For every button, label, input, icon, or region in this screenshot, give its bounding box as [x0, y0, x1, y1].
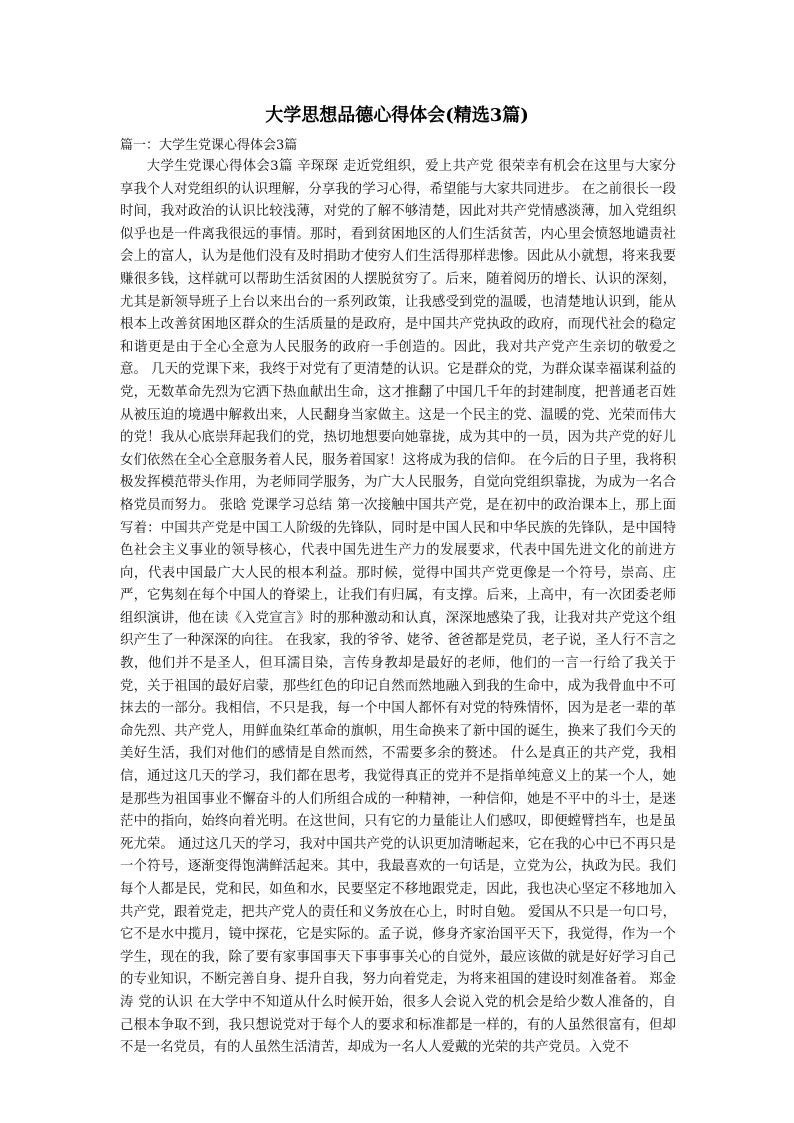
section-heading: 篇一：大学生党课心得体会3篇 [120, 138, 298, 153]
document-title: 大学思想品德心得体会(精选3篇) [265, 105, 529, 126]
body-paragraph: 大学生党课心得体会3篇 辛琛琛 走近党组织，爱上共产党 很荣幸有机会在这里与大家分享我个人对党组织的认识理解，分享我的学习心得，希望能与大家共同进步。 在之前很长一段时间，我对政治的认识比较浅薄，对党的了解不够清楚，因此对共产党情感淡薄，加入党组织似乎也是一件离我很远的事情。那时，看到贫困地区的人们生活贫苦，内心里会愤怒地谴责社会上的富人，认为是他们没有及时捐助才使穷人们生活得那样悲惨。因此从小就想，将来我要赚很多钱，这样就可以帮助生活贫困的人摆脱贫穷了。后来，随着阅历的增长、认识的深刻，尤其是新领导班子上台以来出台的一系列政策，让我感受到党的温暖，也清楚地认识到，能从根本上改善贫困地区群众的生活质量的是政府，是中国共产党执政的政府，而现代社会的稳定和谐更是由于全心全意为人民服务的政府一手创造的。因此，我对共产党产生亲切的敬爱之意。 几天的党课下来，我终于对党有了更清楚的认识。它是群众的党，为群众谋幸福谋利益的党，无数革命先烈为它洒下热血献出生命，这才推翻了中国几千年的封建制度，把普通老百姓从被压迫的境遇中解救出来，人民翻身当家做主。这是一个民主的党、温暖的党、光荣而伟大的党！我从心底崇拜起我们的党，热切地想要向她靠拢，成为其中的一员，因为共产党的好儿女们依然在全心全意服务着人民，服务着国家！这将成为我的信仰。 在今后的日子里，我将积极发挥模范带头作用，为老师同学服务，为广大人民服务，自觉向党组织靠拢，为成为一名合格党员而努力。 张晗 党课学习总结 第一次接触中国共产党，是在初中的政治课本上，那上面写着：中国共产党是中国工人阶级的先锋队，同时是中国人民和中华民族的先锋队，是中国特色社会主义事业的领导核心，代表中国先进生产力的发展要求，代表中国先进文化的前进方向，代表中国最广大人民的根本利益。那时候，觉得中国共产党更像是一个符号，崇高、庄严，它隽刻在每个中国人的脊梁上，让我们有归属，有支撑。后来，上高中，有一次团委老师组织演讲，他在读《入党宣言》时的那种激动和认真，深深地感染了我，让我对共产党这个组织产生了一种深深的向往。 在我家，我的爷爷、姥爷、爸爸都是党员，老子说，圣人行不言之教，他们并不是圣人，但耳濡目染，言传身教却是最好的老师，他们的一言一行给了我关于党，关于祖国的最好启蒙，那些红色的印记自然而然地融入到我的生命中，成为我骨血中不可抹去的一部分。我相信，不只是我，每一个中国人都怀有对党的特殊情怀，因为是老一辈的革命先烈、共产党人，用鲜血染红革命的旗帜，用生命换来了新中国的诞生，换来了我们今天的美好生活，我们对他们的感情是自然而然，不需要多余的赘述。 什么是真正的共产党，我相信，通过这几天的学习，我们都在思考，我觉得真正的党并不是指单纯意义上的某一个人，她是那些为祖国事业不懈奋斗的人们所组合成的一种精神，一种信仰，她是不平中的斗士，是迷茫中的指向，始终向着光明。在这世间，只有它的力量能让人们感叹，即便螳臂挡车，也是虽死尤荣。 通过这几天的学习，我对中国共产党的认识更加清晰起来，它在我的心中已不再只是一个符号，逐渐变得饱满鲜活起来。其中，我最喜欢的一句话是，立党为公，执政为民。我们每个人都是民，党和民，如鱼和水，民要坚定不移地跟党走，因此，我也决心坚定不移地加入共产党，跟着党走，把共产党人的责任和义务放在心上，时时自勉。 爱国从不只是一句口号，它不是水中揽月，镜中探花，它是实际的。孟子说，修身齐家治国平天下，我觉得，作为一个学生，现在的我，除了要有家事国事天下事事事关心的自觉外，最应该做的就是好好学习自己的专业知识，不断完善自身、提升自我，努力向着党走，为将来祖国的建设时刻准备着。 郑金涛 党的认识 在大学中不知道从什么时候开始，很多人会说入党的机会是给少数人准备的，自己根本争取不到，我只想说党对于每个人的要求和标准都是一样的，有的人虽然很富有，但却不是一名党员，有的人虽然生活清苦，却成为一名人人爱戴的光荣的共产党员。入党不 [120, 159, 676, 1056]
